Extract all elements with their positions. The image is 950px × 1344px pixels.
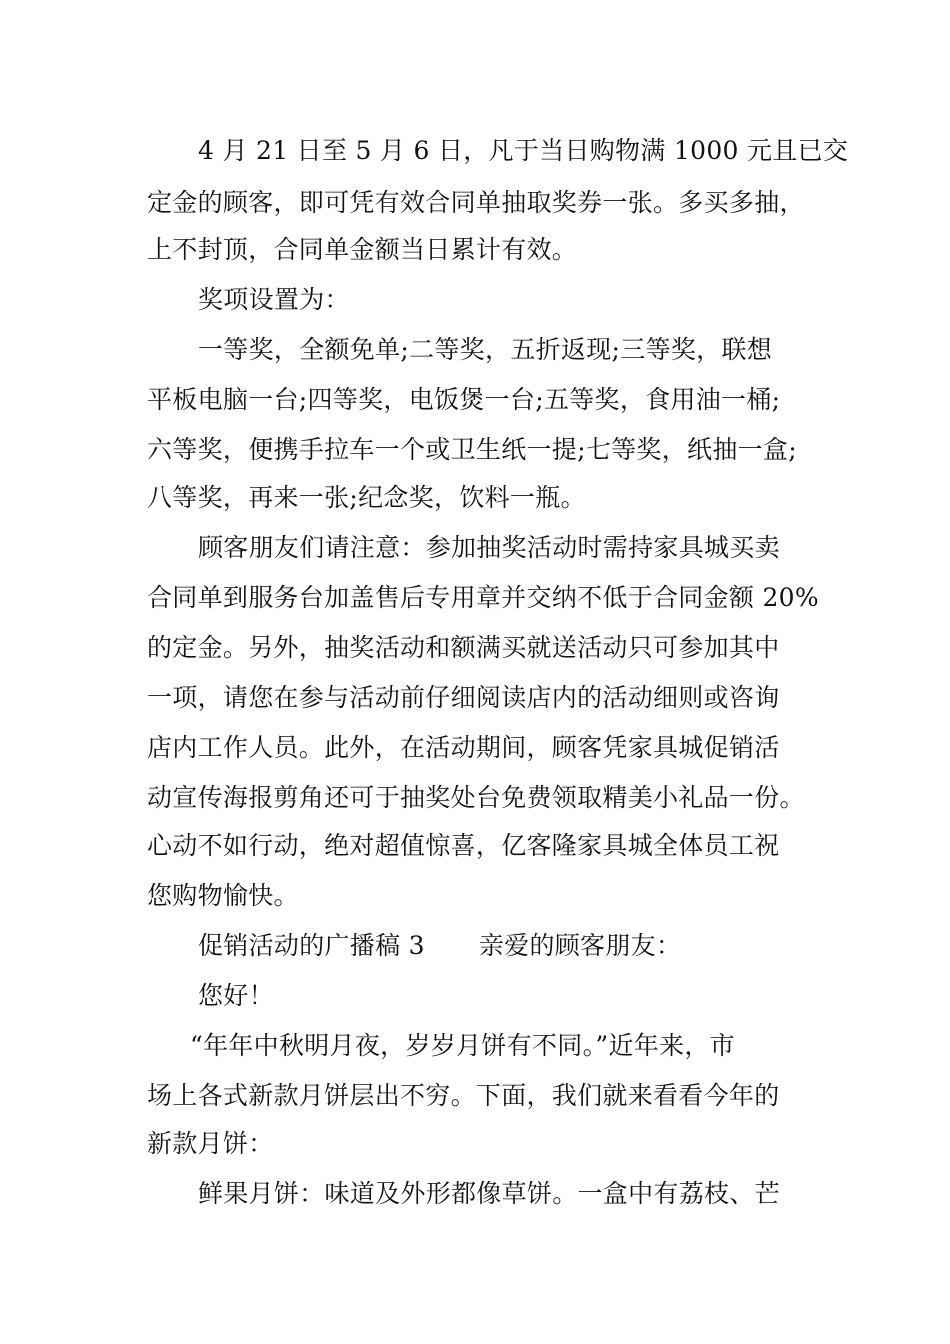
paragraph-4-line-3: 的定金。另外，抽奖活动和额满买就送活动只可参加其中 <box>147 633 780 662</box>
paragraph-4-line-4: 一项，请您在参与活动前仔细阅读店内的活动细则或咨询 <box>147 683 780 712</box>
paragraph-3-line-1: 一等奖，全额免单;二等奖，五折返现;三等奖，联想 <box>198 335 773 364</box>
paragraph-7-line-1: “年年中秋明月夜，岁岁月饼有不同。”近年来，市 <box>190 1031 735 1060</box>
paragraph-4-line-7: 心动不如行动，绝对超值惊喜，亿客隆家具城全体员工祝 <box>147 831 780 860</box>
paragraph-6-line-1: 您好！ <box>198 981 274 1010</box>
greeting: 亲爱的顾客朋友： <box>478 931 682 960</box>
paragraph-1-line-3: 上不封顶，合同单金额当日累计有效。 <box>147 235 578 264</box>
paragraph-4-line-6: 动宣传海报剪角还可于抽奖处台免费领取精美小礼品一份。 <box>147 783 805 812</box>
section-heading: 促销活动的广播稿 3 <box>198 931 425 960</box>
paragraph-4-line-2: 合同单到服务台加盖售后专用章并交纳不低于合同金额 20% <box>147 583 819 612</box>
paragraph-1-line-1: 4 月 21 日至 5 月 6 日，凡于当日购物满 1000 元且已交 <box>198 136 849 165</box>
paragraph-8-line-1: 鲜果月饼：味道及外形都像草饼。一盒中有荔枝、芒 <box>198 1179 780 1208</box>
paragraph-1-line-2: 定金的顾客，即可凭有效合同单抽取奖券一张。多买多抽， <box>147 188 805 217</box>
paragraph-4-line-1: 顾客朋友们请注意：参加抽奖活动时需持家具城买卖 <box>198 533 780 562</box>
paragraph-2-line-1: 奖项设置为： <box>198 285 350 314</box>
section-heading-line <box>198 926 868 966</box>
paragraph-3-line-4: 八等奖，再来一张;纪念奖，饮料一瓶。 <box>147 483 586 512</box>
paragraph-3-line-3: 六等奖，便携手拉车一个或卫生纸一提;七等奖，纸抽一盒; <box>147 435 797 464</box>
paragraph-4-line-8: 您购物愉快。 <box>147 881 299 910</box>
paragraph-7-line-2: 场上各式新款月饼层出不穷。下面，我们就来看看今年的 <box>147 1081 780 1110</box>
paragraph-3-line-2: 平板电脑一台;四等奖，电饭煲一台;五等奖，食用油一桶; <box>147 385 781 414</box>
paragraph-7-line-3: 新款月饼： <box>147 1129 274 1158</box>
paragraph-4-line-5: 店内工作人员。此外，在活动期间，顾客凭家具城促销活 <box>147 733 780 762</box>
